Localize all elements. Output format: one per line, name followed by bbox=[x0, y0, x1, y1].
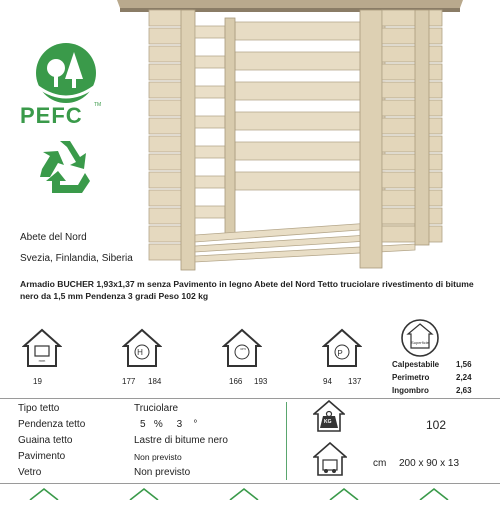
spec-value-glass: Non previsto bbox=[134, 467, 191, 478]
pefc-text: PEFC bbox=[20, 103, 83, 128]
spec-label-roof-type: Tipo tetto bbox=[18, 403, 60, 414]
spec-label-glass: Vetro bbox=[18, 467, 42, 478]
measure-label-perimetro: Perimetro bbox=[392, 373, 430, 382]
measure-label-calpestabile: Calpestabile bbox=[392, 360, 440, 369]
product-description: Armadio BUCHER 1,93x1,37 m senza Pavimento in legno Abete del Nord Tetto truciolare rivestimento di bitume nero da 1,5 mm Pendenza 3 gradi Peso 102 kg bbox=[20, 279, 474, 302]
spec-divider-vertical bbox=[286, 402, 287, 480]
spec-divider-bottom bbox=[0, 483, 500, 484]
package-dimensions: 200 x 90 x 13 bbox=[399, 458, 460, 469]
product-image-wood-shed bbox=[115, 0, 465, 285]
width-house-icon bbox=[222, 328, 262, 368]
measure-value-perimetro: 2,24 bbox=[456, 373, 472, 382]
spec-label-floor: Pavimento bbox=[18, 451, 66, 462]
depth-house-icon bbox=[322, 328, 362, 368]
height-house-icon bbox=[122, 328, 162, 368]
svg-text:Superficie: Superficie bbox=[411, 340, 429, 345]
measure-value-ingombro: 2,63 bbox=[456, 386, 472, 395]
svg-text:mm: mm bbox=[38, 358, 46, 363]
wall-thickness-house-icon bbox=[22, 328, 62, 368]
package-unit: cm bbox=[373, 458, 387, 469]
thickness-value: 19 bbox=[33, 377, 42, 386]
pefc-trademark: TM bbox=[94, 102, 102, 108]
package-house-icon bbox=[313, 442, 347, 476]
wood-type: Abete del Nord bbox=[20, 232, 87, 243]
svg-text:P: P bbox=[337, 349, 343, 358]
weight-kg-icon bbox=[313, 400, 345, 432]
width-min-value: 166 bbox=[229, 377, 243, 386]
depth-min-value: 94 bbox=[323, 377, 332, 386]
spec-label-roof-sheath: Guaina tetto bbox=[18, 435, 73, 446]
svg-text:H: H bbox=[137, 348, 143, 357]
height-max-value: 184 bbox=[148, 377, 162, 386]
width-max-value: 193 bbox=[254, 377, 268, 386]
recycle-logo bbox=[30, 135, 95, 197]
wood-origin-countries: Svezia, Finlandia, Siberia bbox=[20, 253, 133, 264]
spec-value-floor: Non previsto bbox=[134, 452, 182, 462]
spec-value-roof-type: Truciolare bbox=[134, 403, 179, 414]
recycle-icon bbox=[30, 135, 95, 197]
height-min-value: 177 bbox=[122, 377, 136, 386]
spec-label-roof-slope: Pendenza tetto bbox=[18, 419, 86, 430]
measure-label-ingombro: Ingombro bbox=[392, 386, 429, 395]
measure-value-calpestabile: 1,56 bbox=[456, 360, 472, 369]
bottom-icon-row bbox=[0, 486, 500, 500]
svg-text:cm: cm bbox=[240, 346, 246, 351]
pefc-logo bbox=[18, 35, 128, 130]
weight-badge: KG bbox=[324, 419, 332, 425]
surface-house-icon bbox=[400, 318, 440, 358]
depth-max-value: 137 bbox=[348, 377, 362, 386]
weight-value: 102 bbox=[426, 418, 447, 432]
spec-value-roof-slope: 5 % 3 ° bbox=[140, 419, 198, 430]
spec-divider-top bbox=[0, 398, 500, 399]
spec-value-roof-sheath: Lastre di bitume nero bbox=[134, 435, 228, 446]
